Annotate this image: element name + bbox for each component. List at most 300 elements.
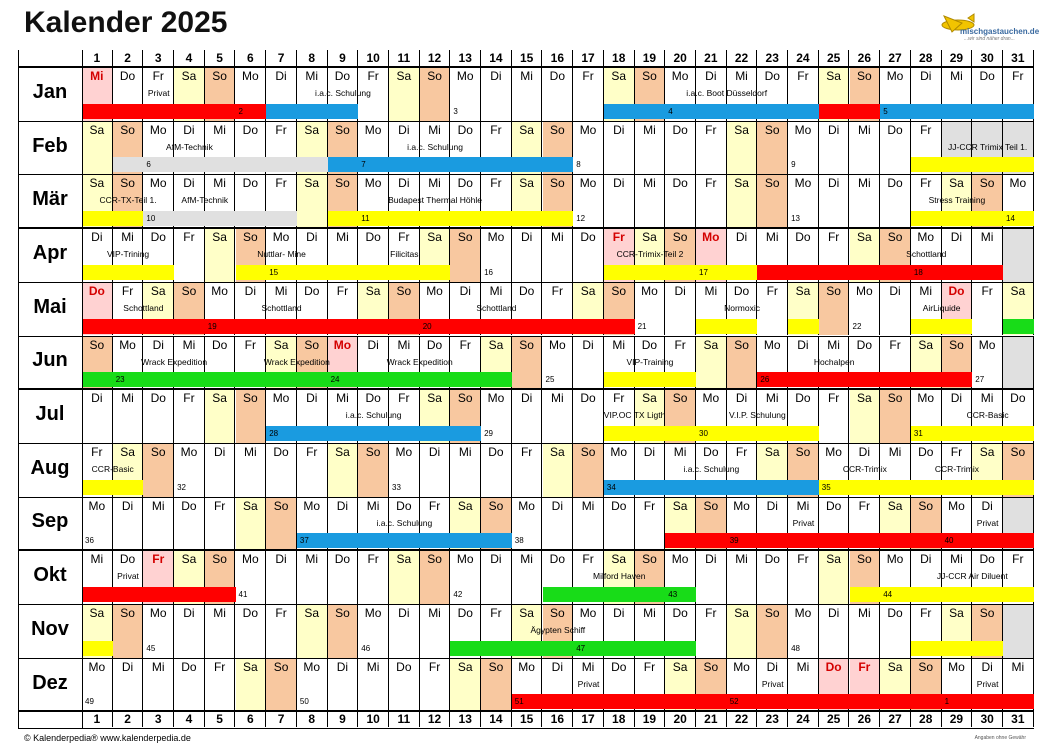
- weekday-label: Di: [858, 444, 871, 459]
- day-cell[interactable]: [1003, 336, 1034, 390]
- day-cell[interactable]: [266, 550, 297, 604]
- weekday-label: Mo: [671, 69, 689, 83]
- weekday-label: So: [273, 498, 289, 513]
- day-cell[interactable]: [297, 550, 328, 604]
- day-cell[interactable]: [757, 604, 788, 658]
- event-bar[interactable]: [82, 319, 635, 334]
- day-cell[interactable]: [696, 174, 727, 228]
- day-cell[interactable]: [727, 550, 758, 604]
- weekday-label: So: [764, 122, 780, 137]
- weekday-label: Mo: [886, 69, 904, 83]
- weekday-label: So: [672, 391, 688, 406]
- event-bar[interactable]: [143, 211, 297, 226]
- day-cell[interactable]: [481, 550, 512, 604]
- day-cell[interactable]: [82, 121, 113, 175]
- day-cell[interactable]: [573, 443, 604, 497]
- day-cell[interactable]: [665, 174, 696, 228]
- weekday-label: Fr: [1012, 69, 1024, 83]
- weekday-label: Mo: [641, 283, 658, 298]
- day-cell[interactable]: [819, 604, 850, 658]
- weekday-label: Fr: [121, 283, 134, 298]
- week-number: 37: [299, 536, 309, 546]
- event-bar[interactable]: [788, 319, 819, 334]
- day-cell[interactable]: [512, 228, 543, 282]
- event-label: CCR-TX-Teil 1.: [99, 195, 157, 206]
- day-cell[interactable]: [328, 550, 359, 604]
- event-bar[interactable]: [819, 480, 1034, 495]
- day-cell[interactable]: [420, 658, 451, 712]
- weekday-label: Sa: [519, 176, 534, 191]
- day-cell[interactable]: [420, 550, 451, 604]
- event-label: AfM-Technik: [166, 141, 213, 152]
- day-cell[interactable]: [727, 336, 758, 390]
- weekday-label: Fr: [613, 391, 625, 406]
- event-bar[interactable]: [266, 426, 481, 441]
- weekday-label: Fr: [275, 122, 287, 137]
- day-footer: 29: [942, 711, 973, 727]
- event-bar[interactable]: [113, 157, 328, 172]
- weekday-label: So: [734, 337, 749, 352]
- weekday-label: Mo: [303, 498, 321, 513]
- event-bar[interactable]: [604, 372, 696, 387]
- day-cell[interactable]: [880, 121, 911, 175]
- day-cell[interactable]: [143, 389, 174, 443]
- weekday-label: So: [273, 659, 289, 674]
- weekday-label: Di: [275, 69, 287, 83]
- event-bar[interactable]: [665, 533, 1033, 548]
- weekday-label: Mo: [917, 230, 935, 245]
- day-cell[interactable]: [543, 67, 574, 121]
- weekday-label: Sa: [181, 552, 197, 567]
- day-cell[interactable]: [174, 604, 205, 658]
- day-cell[interactable]: [143, 497, 174, 551]
- day-cell[interactable]: [850, 389, 881, 443]
- day-cell[interactable]: [696, 550, 727, 604]
- day-cell[interactable]: [420, 67, 451, 121]
- weekday-label: Fr: [275, 176, 287, 191]
- day-footer: 4: [174, 711, 205, 727]
- weekday-label: Do: [334, 69, 351, 83]
- day-cell[interactable]: [972, 282, 1003, 336]
- day-cell[interactable]: [573, 336, 604, 390]
- weekday-label: So: [550, 122, 565, 137]
- day-cell[interactable]: [358, 658, 389, 712]
- day-cell[interactable]: [358, 443, 389, 497]
- day-cell[interactable]: [880, 604, 911, 658]
- weekday-label: Sa: [335, 444, 350, 459]
- weekday-label: Do: [549, 69, 566, 83]
- row-separator: [18, 497, 1034, 498]
- day-cell[interactable]: [757, 121, 788, 175]
- day-cell[interactable]: [696, 121, 727, 175]
- day-cell[interactable]: [880, 389, 911, 443]
- weekday-label: So: [642, 552, 657, 567]
- event-bar[interactable]: [82, 587, 236, 602]
- event-bar[interactable]: [266, 104, 358, 119]
- weekday-label: Di: [674, 283, 686, 298]
- day-footer: 18: [604, 711, 635, 727]
- day-cell[interactable]: [543, 443, 574, 497]
- day-cell[interactable]: [819, 174, 850, 228]
- weekday-label: Mo: [364, 122, 382, 137]
- weekday-label: So: [764, 176, 780, 191]
- day-cell[interactable]: [481, 443, 512, 497]
- day-cell[interactable]: [696, 604, 727, 658]
- quarter-separator: [18, 388, 1034, 390]
- day-cell[interactable]: [174, 497, 205, 551]
- day-footer: 24: [788, 711, 819, 727]
- weekday-label: Mo: [794, 122, 812, 137]
- day-cell[interactable]: [266, 604, 297, 658]
- day-cell[interactable]: [113, 497, 144, 551]
- day-cell[interactable]: [604, 121, 635, 175]
- day-cell[interactable]: [819, 121, 850, 175]
- day-cell[interactable]: [635, 497, 666, 551]
- day-cell[interactable]: [880, 174, 911, 228]
- day-cell[interactable]: [512, 389, 543, 443]
- weekday-label: Mi: [643, 122, 656, 137]
- event-label: CCR-Basic: [91, 463, 134, 474]
- weekday-label: Fr: [1012, 552, 1024, 567]
- day-footer: 5: [205, 711, 236, 727]
- weekday-label: Mi: [1011, 659, 1025, 674]
- weekday-label: Di: [428, 444, 441, 459]
- day-cell[interactable]: [727, 121, 758, 175]
- day-footer: 30: [972, 711, 1003, 727]
- weekday-label: Di: [766, 659, 778, 674]
- day-cell[interactable]: [850, 121, 881, 175]
- event-bar[interactable]: [911, 157, 1034, 172]
- weekday-label: Sa: [304, 606, 320, 620]
- event-bar[interactable]: [236, 265, 451, 280]
- day-cell[interactable]: [850, 604, 881, 658]
- weekday-label: Do: [887, 176, 903, 191]
- weekday-label: Do: [150, 391, 166, 406]
- day-cell[interactable]: [880, 282, 911, 336]
- weekday-label: Mo: [426, 283, 443, 298]
- weekday-label: Mo: [733, 498, 750, 513]
- weekday-label: So: [519, 337, 534, 352]
- day-cell[interactable]: [205, 497, 236, 551]
- day-cell[interactable]: [850, 174, 881, 228]
- day-cell[interactable]: [205, 604, 236, 658]
- day-header: 4: [174, 50, 205, 66]
- day-cell[interactable]: [266, 497, 297, 551]
- day-header: 3: [143, 50, 174, 66]
- day-cell[interactable]: [757, 174, 788, 228]
- weekday-label: Mi: [735, 552, 748, 567]
- day-cell[interactable]: [543, 389, 574, 443]
- weekday-label: Mo: [917, 391, 935, 406]
- day-cell[interactable]: [757, 282, 788, 336]
- week-number: 42: [453, 590, 463, 599]
- weekday-label: Mi: [551, 391, 564, 406]
- weekday-label: Sa: [488, 337, 504, 352]
- weekday-label: Di: [152, 337, 164, 352]
- day-footer: 11: [389, 711, 420, 727]
- event-bar[interactable]: [82, 211, 143, 226]
- weekday-label: Fr: [705, 606, 717, 620]
- weekday-label: Do: [457, 176, 473, 191]
- day-cell[interactable]: [512, 550, 543, 604]
- day-cell[interactable]: [512, 443, 543, 497]
- row-separator: [18, 336, 1034, 337]
- event-label: Privat: [577, 678, 600, 689]
- day-cell[interactable]: [236, 443, 267, 497]
- day-cell[interactable]: [389, 67, 420, 121]
- event-bar[interactable]: [604, 426, 696, 441]
- day-cell[interactable]: [573, 497, 604, 551]
- day-cell[interactable]: [236, 658, 267, 712]
- weekday-label: Fr: [582, 552, 594, 567]
- weekday-label: Do: [211, 337, 228, 352]
- day-cell[interactable]: [481, 67, 512, 121]
- weekday-label: Di: [336, 659, 349, 674]
- day-cell[interactable]: [389, 604, 420, 658]
- weekday-label: Di: [336, 498, 349, 513]
- event-bar[interactable]: [911, 319, 972, 334]
- day-cell[interactable]: [573, 389, 604, 443]
- event-bar[interactable]: [911, 426, 1034, 441]
- event-label: i.a.c. Schulung: [345, 410, 402, 421]
- day-cell[interactable]: [266, 443, 297, 497]
- weekday-label: So: [365, 444, 381, 459]
- day-cell[interactable]: [573, 228, 604, 282]
- day-cell[interactable]: [236, 389, 267, 443]
- weekday-label: Do: [641, 337, 658, 352]
- weekday-label: Mo: [395, 444, 413, 459]
- day-header: 8: [297, 50, 328, 66]
- day-cell[interactable]: [113, 604, 144, 658]
- row-separator: [18, 282, 1034, 283]
- day-cell[interactable]: [543, 228, 574, 282]
- weekday-label: Di: [613, 606, 625, 620]
- day-cell[interactable]: [727, 174, 758, 228]
- event-bar[interactable]: [82, 641, 113, 656]
- day-cell[interactable]: [205, 443, 236, 497]
- weekday-label: Sa: [734, 176, 749, 191]
- day-footer: 23: [757, 711, 788, 727]
- day-cell[interactable]: [143, 443, 174, 497]
- weekday-label: Sa: [427, 391, 442, 406]
- event-bar[interactable]: [696, 319, 757, 334]
- day-header: 17: [573, 50, 604, 66]
- day-cell[interactable]: [635, 121, 666, 175]
- day-footer: 31: [1003, 711, 1034, 727]
- day-cell[interactable]: [420, 443, 451, 497]
- day-cell[interactable]: [82, 389, 113, 443]
- weekday-label: Di: [797, 337, 809, 352]
- day-cell[interactable]: [389, 550, 420, 604]
- weekday-label: Sa: [396, 552, 412, 567]
- event-label: Privat: [976, 678, 999, 689]
- day-cell[interactable]: [205, 389, 236, 443]
- day-cell[interactable]: [543, 497, 574, 551]
- day-cell[interactable]: [481, 658, 512, 712]
- weekday-label: Fr: [705, 176, 717, 191]
- day-footer: 22: [727, 711, 758, 727]
- weekday-label: Fr: [827, 391, 840, 406]
- event-bar[interactable]: [1003, 319, 1034, 334]
- day-cell[interactable]: [696, 336, 727, 390]
- event-bar[interactable]: [604, 265, 758, 280]
- week-number: 21: [637, 321, 647, 331]
- day-cell[interactable]: [297, 443, 328, 497]
- day-cell[interactable]: [604, 497, 635, 551]
- day-cell[interactable]: [297, 604, 328, 658]
- weekday-label: Do: [365, 391, 381, 406]
- day-cell[interactable]: [328, 443, 359, 497]
- weekday-label: Mo: [794, 606, 812, 620]
- week-number: 5: [883, 106, 888, 116]
- day-cell[interactable]: [358, 550, 389, 604]
- weekday-label: Sa: [703, 337, 719, 352]
- weekday-label: Mi: [950, 69, 963, 83]
- day-cell[interactable]: [450, 443, 481, 497]
- event-bar[interactable]: [82, 265, 174, 280]
- day-cell[interactable]: [1003, 228, 1034, 282]
- weekday-label: So: [427, 69, 442, 83]
- event-bar[interactable]: [696, 426, 819, 441]
- day-cell[interactable]: [205, 228, 236, 282]
- day-footer: 15: [512, 711, 543, 727]
- day-cell[interactable]: [450, 658, 481, 712]
- day-cell[interactable]: [174, 658, 205, 712]
- left-border: [82, 50, 83, 728]
- week-number: 15: [269, 267, 279, 277]
- weekday-label: Mi: [980, 391, 994, 406]
- weekday-label: Mi: [90, 552, 104, 567]
- weekday-label: Sa: [304, 122, 320, 137]
- weekday-label: Sa: [795, 283, 811, 298]
- event-bar[interactable]: [911, 211, 1034, 226]
- month-label: Jan: [32, 80, 68, 103]
- event-bar[interactable]: [850, 587, 1034, 602]
- weekday-label: Di: [920, 69, 932, 83]
- weekday-label: So: [918, 659, 934, 674]
- day-cell[interactable]: [1003, 604, 1034, 658]
- event-label: AirLiquide: [922, 302, 961, 313]
- day-cell[interactable]: [174, 389, 205, 443]
- weekday-label: So: [396, 283, 412, 298]
- day-cell[interactable]: [450, 228, 481, 282]
- weekday-label: Do: [795, 391, 811, 406]
- day-cell[interactable]: [420, 604, 451, 658]
- day-header: 2: [113, 50, 144, 66]
- week-number: 44: [883, 590, 893, 599]
- day-cell[interactable]: [143, 658, 174, 712]
- day-cell[interactable]: [328, 604, 359, 658]
- event-bar[interactable]: [819, 104, 880, 119]
- weekday-label: Fr: [643, 498, 656, 513]
- day-cell[interactable]: [573, 67, 604, 121]
- row-separator: [18, 658, 1034, 659]
- week-number: 45: [146, 643, 156, 653]
- day-cell[interactable]: [113, 658, 144, 712]
- day-header: 29: [942, 50, 973, 66]
- weekday-label: Mi: [704, 283, 718, 298]
- month-label: Jul: [35, 403, 65, 426]
- month-label: Mär: [32, 188, 68, 211]
- day-cell[interactable]: [236, 604, 267, 658]
- day-cell[interactable]: [512, 336, 543, 390]
- weekday-label: So: [979, 176, 995, 191]
- weekday-label: Do: [764, 552, 780, 567]
- weekday-label: Di: [490, 69, 502, 83]
- event-bar[interactable]: [82, 372, 512, 387]
- day-cell[interactable]: [604, 174, 635, 228]
- week-number: 18: [913, 267, 923, 277]
- weekday-label: Mi: [244, 444, 257, 459]
- day-cell[interactable]: [665, 282, 696, 336]
- event-label: Wrack Expedition: [141, 356, 208, 367]
- day-cell[interactable]: [113, 389, 144, 443]
- day-header: 15: [512, 50, 543, 66]
- event-bar[interactable]: [82, 480, 143, 495]
- week-number: 47: [576, 643, 586, 653]
- event-bar[interactable]: [450, 641, 696, 656]
- day-cell[interactable]: [819, 389, 850, 443]
- day-cell[interactable]: [635, 174, 666, 228]
- day-cell[interactable]: [665, 121, 696, 175]
- weekday-label: Mo: [303, 659, 321, 674]
- weekday-label: So: [642, 69, 657, 83]
- weekday-label: Mi: [428, 606, 441, 620]
- day-cell[interactable]: [205, 658, 236, 712]
- event-bar[interactable]: [604, 480, 819, 495]
- week-number: 1: [944, 697, 950, 707]
- weekday-label: Mi: [858, 606, 871, 620]
- day-cell[interactable]: [819, 282, 850, 336]
- event-label: AfM-Technik: [181, 195, 229, 206]
- event-bar[interactable]: [512, 694, 1034, 709]
- weekday-label: Di: [735, 230, 748, 245]
- weekday-label: Sa: [918, 337, 934, 352]
- day-cell[interactable]: [819, 550, 850, 604]
- event-bar[interactable]: [911, 641, 1003, 656]
- weekday-label: So: [979, 606, 995, 620]
- day-cell[interactable]: [328, 658, 359, 712]
- weekday-label: So: [795, 444, 811, 459]
- day-cell[interactable]: [788, 550, 819, 604]
- day-cell[interactable]: [727, 604, 758, 658]
- weekday-label: Mi: [950, 552, 963, 567]
- weekday-label: Fr: [490, 176, 502, 191]
- week-number: 40: [944, 536, 954, 546]
- weekday-label: Di: [705, 69, 717, 83]
- event-bar[interactable]: [757, 265, 1003, 280]
- event-bar[interactable]: [297, 533, 512, 548]
- weekday-label: Fr: [183, 391, 195, 406]
- day-cell[interactable]: [389, 658, 420, 712]
- weekday-label: Sa: [519, 606, 534, 620]
- day-cell[interactable]: [512, 67, 543, 121]
- weekday-label: So: [703, 659, 719, 674]
- day-cell[interactable]: [266, 658, 297, 712]
- day-cell[interactable]: [757, 550, 788, 604]
- day-header: 19: [635, 50, 666, 66]
- day-cell[interactable]: [174, 228, 205, 282]
- weekday-label: Do: [119, 69, 136, 83]
- day-header: 18: [604, 50, 635, 66]
- day-cell[interactable]: [236, 497, 267, 551]
- weekday-label: Mi: [489, 283, 503, 298]
- weekday-label: Sa: [672, 659, 688, 674]
- event-bar[interactable]: [82, 104, 297, 119]
- event-bar[interactable]: [757, 372, 972, 387]
- day-cell[interactable]: [297, 174, 328, 228]
- weekday-label: So: [335, 606, 350, 620]
